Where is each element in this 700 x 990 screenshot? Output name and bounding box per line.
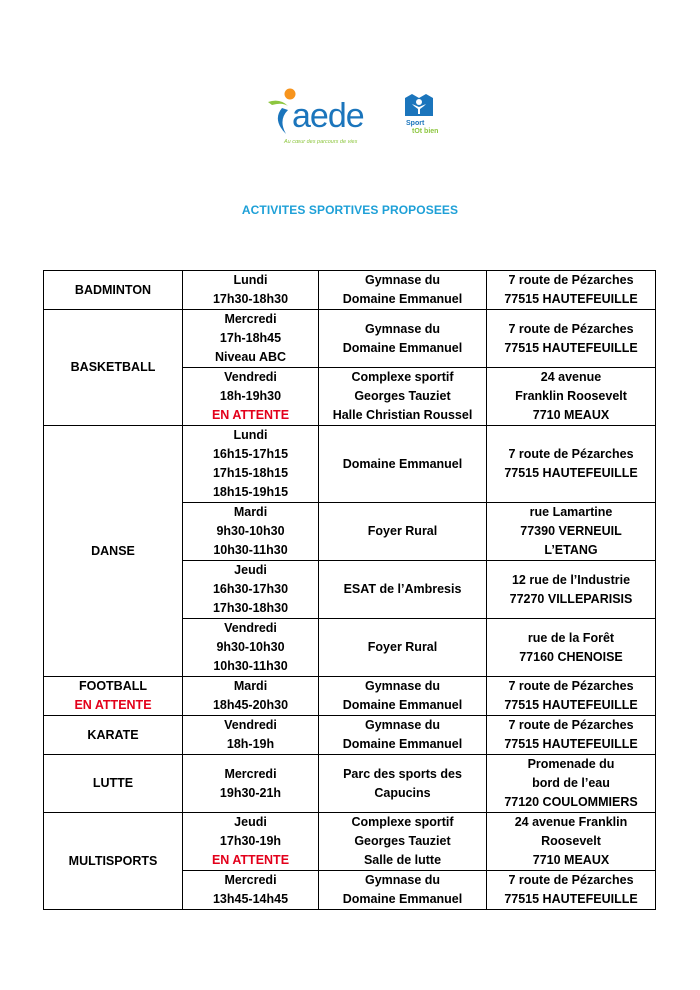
aede-logo	[262, 80, 452, 160]
status-waiting: EN ATTENTE	[211, 408, 290, 422]
address-line: rue de la Forêt	[527, 630, 615, 645]
schedule-hours: 16h30-17h30	[212, 582, 289, 596]
address-line: 77515 HAUTEFEUILLE	[504, 340, 638, 355]
address-line: L’ETANG	[544, 543, 598, 557]
address-line: Roosevelt	[541, 834, 601, 848]
schedule-hours: 19h30-21h	[219, 785, 282, 800]
venue-line: ESAT de l’Ambresis	[343, 582, 462, 596]
schedule-hours: 17h30-18h30	[212, 292, 289, 306]
address-cell	[487, 561, 656, 619]
address-line: 7 route de Pézarches	[508, 718, 634, 732]
schedule-cell	[183, 871, 319, 910]
address-line: 7 route de Pézarches	[508, 321, 634, 336]
schedule-day: Lundi	[233, 428, 268, 442]
sport-name: DANSE	[91, 543, 135, 558]
schedule-day: Jeudi	[234, 815, 267, 829]
address-line: rue Lamartine	[529, 505, 613, 519]
status-waiting: EN ATTENTE	[74, 698, 152, 712]
venue-line: Salle de lutte	[363, 853, 442, 867]
schedule-hours: 9h30-10h30	[216, 524, 285, 538]
address-cell	[487, 310, 656, 368]
schedule-day: Vendredi	[224, 718, 277, 732]
schedule-hours: 13h45-14h45	[212, 892, 289, 906]
schedule-day: Mercredi	[224, 766, 277, 781]
schedule-day: Mercredi	[224, 873, 277, 887]
sport-cell	[44, 716, 183, 755]
address-line: 77515 HAUTEFEUILLE	[504, 292, 638, 306]
address-line: 77515 HAUTEFEUILLE	[504, 466, 638, 480]
venue-cell	[319, 368, 487, 426]
schedule-cell	[183, 755, 319, 813]
schedule-day: Vendredi	[224, 621, 277, 635]
page-title: ACTIVITES SPORTIVES PROPOSEES	[241, 203, 459, 217]
sport-cell	[44, 677, 183, 716]
logo-wordmark: aede	[292, 97, 364, 135]
sport-name: FOOTBALL	[78, 679, 148, 693]
venue-cell	[319, 813, 487, 871]
address-cell	[487, 871, 656, 910]
sport-cell	[44, 755, 183, 813]
schedule-hours: 18h-19h	[226, 737, 275, 751]
schedule-day: Mardi	[233, 505, 268, 519]
address-cell	[487, 755, 656, 813]
schedule-hours: 17h-18h45	[219, 331, 282, 345]
sport-name: MULTISPORTS	[68, 853, 158, 868]
sport-cell	[44, 813, 183, 910]
status-waiting: EN ATTENTE	[211, 853, 290, 867]
address-line: 7710 MEAUX	[532, 853, 610, 867]
schedule-day: Lundi	[233, 273, 268, 287]
address-cell	[487, 619, 656, 677]
address-cell	[487, 716, 656, 755]
table-row	[44, 813, 656, 871]
venue-cell	[319, 426, 487, 503]
logo-tagline: Au cœur des parcours de vies	[284, 139, 358, 145]
venue-line: Domaine Emmanuel	[342, 698, 463, 712]
address-line: 77270 VILLEPARISIS	[509, 591, 633, 606]
sport-cell	[44, 426, 183, 677]
table-row	[44, 755, 656, 813]
address-line: 77515 HAUTEFEUILLE	[504, 737, 638, 751]
sport-name: BASKETBALL	[70, 360, 156, 374]
address-line: Franklin Roosevelt	[515, 389, 627, 403]
venue-line: Domaine Emmanuel	[342, 892, 463, 906]
venue-line: Complexe sportif	[351, 370, 454, 384]
schedule-hours: 17h30-18h30	[212, 601, 289, 615]
sport-name: KARATE	[87, 727, 139, 742]
venue-line: Complexe sportif	[351, 815, 454, 829]
sport-name: BADMINTON	[74, 282, 152, 297]
schedule-hours: 17h30-19h	[219, 834, 282, 848]
table-row	[44, 716, 656, 755]
table-row	[44, 310, 656, 368]
address-cell	[487, 677, 656, 716]
address-line: 24 avenue	[540, 370, 602, 384]
schedule-cell	[183, 813, 319, 871]
schedule-cell	[183, 716, 319, 755]
address-line: 7 route de Pézarches	[508, 679, 634, 693]
venue-line: Gymnase du	[364, 321, 441, 336]
schedule-hours: 16h15-17h15	[212, 447, 289, 461]
sport-badge-icon	[405, 94, 438, 135]
address-line: Promenade du	[527, 757, 615, 771]
venue-line: Domaine Emmanuel	[342, 292, 463, 306]
schedule-hours: 10h30-11h30	[213, 543, 288, 557]
address-line: 7 route de Pézarches	[508, 873, 634, 887]
venue-cell	[319, 310, 487, 368]
schedule-day: Mercredi	[224, 312, 277, 326]
schedule-hours: 10h30-11h30	[213, 659, 288, 673]
venue-line: Georges Tauziet	[354, 389, 451, 403]
venue-line: Foyer Rural	[367, 640, 438, 654]
schedule-cell	[183, 368, 319, 426]
sport-name: LUTTE	[92, 776, 134, 790]
schedule-hours: 9h30-10h30	[216, 640, 285, 654]
schedule-cell	[183, 561, 319, 619]
sport-cell	[44, 271, 183, 310]
schedule-day: Mardi	[233, 679, 268, 693]
schedule-cell	[183, 619, 319, 677]
address-cell	[487, 368, 656, 426]
address-cell	[487, 271, 656, 310]
schedule-cell	[183, 271, 319, 310]
schedule-day: Vendredi	[224, 370, 277, 384]
venue-cell	[319, 871, 487, 910]
venue-line: Halle Christian Roussel	[332, 408, 473, 422]
venue-line: Parc des sports des	[343, 766, 462, 781]
venue-line: Capucins	[374, 785, 431, 800]
schedule-hours: 18h15-19h15	[212, 485, 289, 499]
schedule-level: Niveau ABC	[214, 350, 287, 364]
venue-line: Domaine Emmanuel	[342, 456, 463, 471]
address-line: 7 route de Pézarches	[508, 447, 634, 461]
address-cell	[487, 813, 656, 871]
schedule-hours: 17h15-18h15	[212, 466, 289, 480]
sport-cell	[44, 310, 183, 426]
schedule-hours: 18h45-20h30	[212, 698, 289, 712]
venue-cell	[319, 677, 487, 716]
table-row	[44, 271, 656, 310]
venue-cell	[319, 503, 487, 561]
venue-line: Foyer Rural	[367, 524, 438, 538]
badge-line-1: Sport	[406, 120, 425, 127]
badge-line-2: tOt bien	[412, 128, 439, 135]
logo-figure-body	[278, 108, 288, 134]
venue-line: Gymnase du	[364, 718, 441, 732]
venue-cell	[319, 271, 487, 310]
address-line: 7 route de Pézarches	[508, 273, 634, 287]
schedule-cell	[183, 503, 319, 561]
address-cell	[487, 426, 656, 503]
address-line: 77160 CHENOISE	[519, 649, 623, 664]
logo-figure-arm	[268, 101, 288, 106]
venue-line: Gymnase du	[364, 273, 441, 287]
venue-line: Gymnase du	[364, 679, 441, 693]
schedule-cell	[183, 677, 319, 716]
address-line: 7710 MEAUX	[532, 408, 610, 422]
activities-table	[43, 270, 656, 910]
venue-line: Domaine Emmanuel	[342, 340, 463, 355]
address-line: bord de l’eau	[532, 776, 610, 790]
address-line: 24 avenue Franklin	[514, 815, 628, 829]
schedule-hours: 18h-19h30	[219, 389, 282, 403]
schedule-day: Jeudi	[234, 563, 267, 577]
address-cell	[487, 503, 656, 561]
venue-cell	[319, 755, 487, 813]
address-line: 77390 VERNEUIL	[520, 524, 622, 538]
address-line: 12 rue de l’Industrie	[511, 572, 631, 587]
venue-line: Gymnase du	[364, 873, 441, 887]
venue-cell	[319, 619, 487, 677]
address-line: 77515 HAUTEFEUILLE	[504, 698, 638, 712]
venue-cell	[319, 716, 487, 755]
address-line: 77120 COULOMMIERS	[504, 795, 638, 809]
venue-line: Domaine Emmanuel	[342, 737, 463, 751]
table-row	[44, 677, 656, 716]
venue-line: Georges Tauziet	[354, 834, 451, 848]
schedule-cell	[183, 310, 319, 368]
schedule-cell	[183, 426, 319, 503]
venue-cell	[319, 561, 487, 619]
table-row	[44, 426, 656, 503]
address-line: 77515 HAUTEFEUILLE	[504, 892, 638, 906]
